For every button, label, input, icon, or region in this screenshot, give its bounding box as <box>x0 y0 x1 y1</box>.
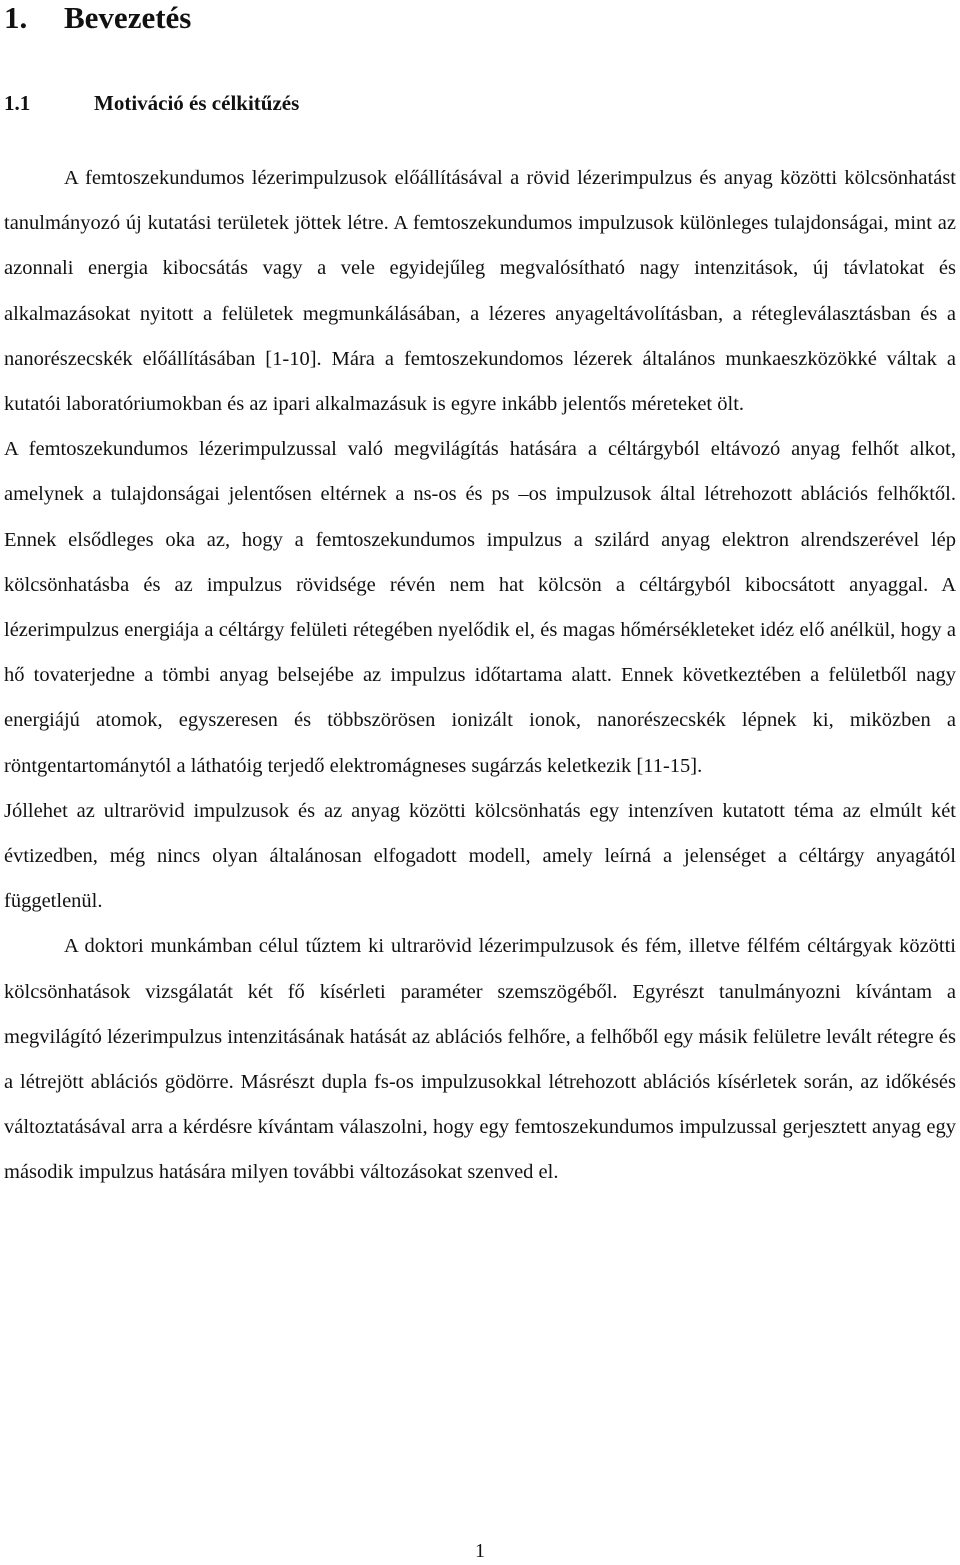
body-text <box>4 156 956 1196</box>
paragraph: Jóllehet az ultrarövid impulzusok és az anyag közötti kölcsönhatás egy intenzíven kutatott téma az elmúlt két évtizedben, még nincs olyan általánosan elfogadott modell, amely leírná a jelenséget a céltárgy anyagától függetlenül. <box>4 799 956 913</box>
chapter-heading <box>4 0 191 40</box>
page-number: 1 <box>475 1540 485 1562</box>
paragraph: A femtoszekundumos lézerimpulzusok előállításával a rövid lézerimpulzus és anyag közötti kölcsönhatást tanulmányozó új kutatási területek jöttek létre. A femtoszekundumos impulzusok különleges tulajdonságai, mint az azonnali energia kibocsátás vagy a vele egyidejűleg megvalósítható nagy intenzitások, új távlatokat és alkalmazásokat nyitott a felületek megmunkálásában, a lézeres anyageltávolításban, a rétegleválasztásban és a nanorészecskék előállításában [1-10]. Mára a femtoszekundomos lézerek általános munkaeszközökké váltak a kutatói laboratóriumokban és az ipari alkalmazásuk is egyre inkább jelentős méreteket ölt. <box>4 167 956 416</box>
chapter-number: 1. <box>4 0 28 35</box>
paragraph: A doktori munkámban célul tűztem ki ultrarövid lézerimpulzusok és fém, illetve félfém céltárgyak közötti kölcsönhatások vizsgálatát két fő kísérleti paraméter szemszögéből. Egyrészt tanulmányozni kívántam a megvilágító lézerimpulzus intenzitásának hatását az ablációs felhőre, a felhőből egy másik felületre levált rétegre és a létrejött ablációs gödörre. Másrészt dupla fs-os impulzusokkal létrehozott ablációs kísérletek során, az időkésés változtatásával arra a kérdésre kívántam válaszolni, hogy egy femtoszekundumos impulzussal gerjesztett anyag egy második impulzus hatására milyen további változásokat szenved el. <box>4 935 956 1184</box>
paragraph: A femtoszekundumos lézerimpulzussal való megvilágítás hatására a céltárgyból eltávozó anyag felhőt alkot, amelynek a tulajdonságai jelentősen eltérnek a ns-os és ps –os impulzusok által létrehozott ablációs felhőktől. Ennek elsődleges oka az, hogy a femtoszekundumos impulzus a szilárd anyag elektron alrendszerével lép kölcsönhatásba és az impulzus rövidsége révén nem hat kölcsön a céltárgyból kibocsátott anyaggal. A lézerimpulzus energiája a céltárgy felületi rétegében nyelődik el, és magas hőmérsékleteket idéz elő anélkül, hogy a hő tovaterjedne a tömbi anyag belsejébe az impulzus időtartama alatt. Ennek következtében a felületből nagy energiájú atomok, egyszeresen és többszörösen ionizált ionok, nanorészecskék lépnek ki, miközben a röntgentartománytól a láthatóig terjedő elektromágneses sugárzás keletkezik [11-15]. <box>4 438 956 777</box>
section-number: 1.1 <box>4 91 31 115</box>
section-title: Motiváció és célkitűzés <box>94 91 300 115</box>
section-heading <box>4 89 299 117</box>
chapter-title: Bevezetés <box>64 0 192 35</box>
